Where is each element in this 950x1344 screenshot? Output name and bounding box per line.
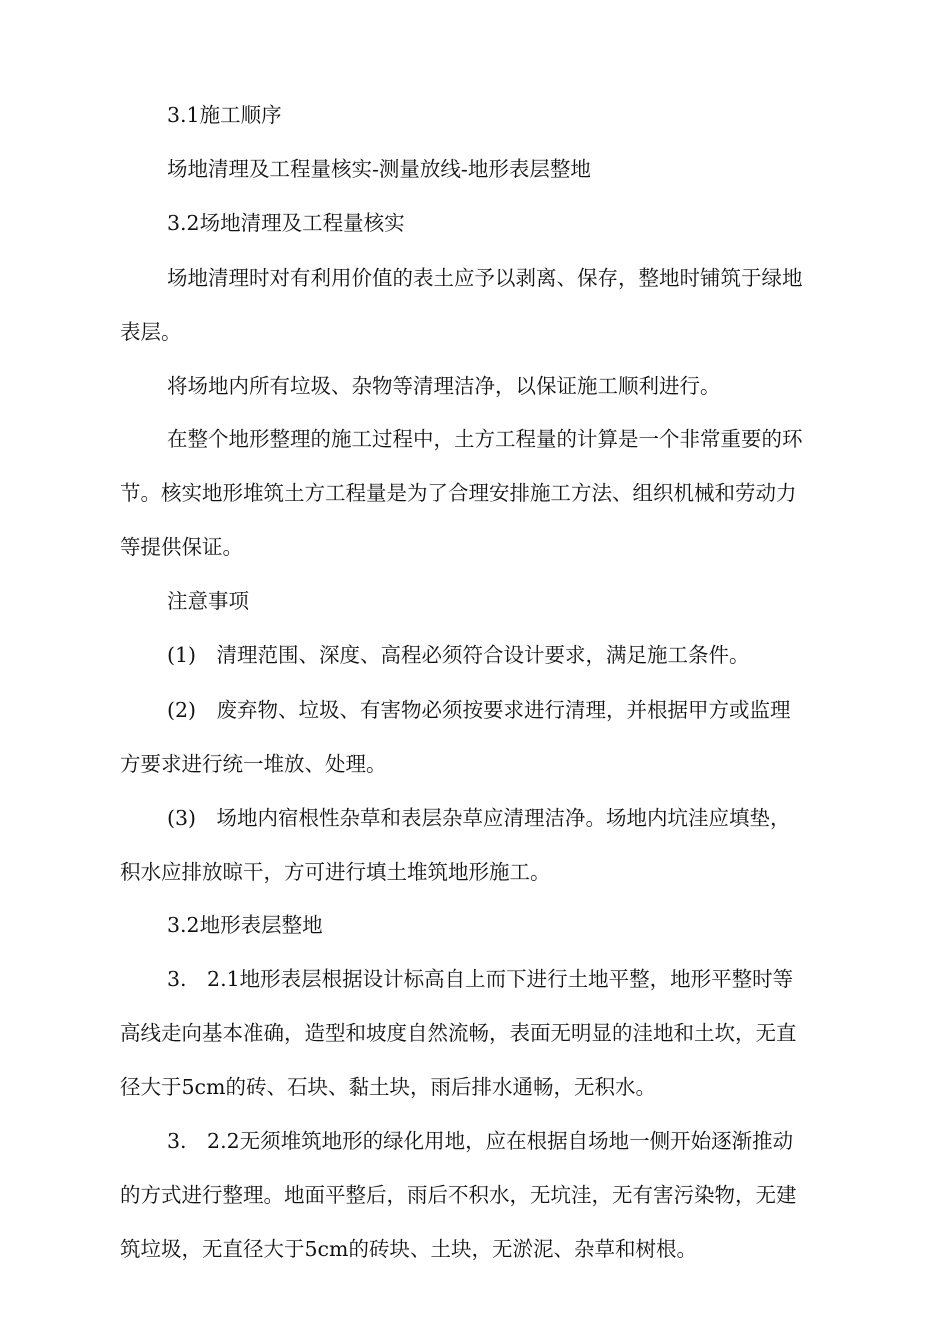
text-line: 方要求进行统一堆放、处理。 [120,752,387,776]
text-line: 场地清理及工程量核实-测量放线-地形表层整地 [167,157,591,181]
text-line: 3.2地形表层整地 [167,913,323,937]
section-heading-3-2 [120,196,838,250]
text-line: 表层。 [120,320,182,344]
text-line: 节。核实地形堆筑土方工程量是为了合理安排施工方法、组织机械和劳动力 [120,481,797,505]
section-heading-terrain [120,898,838,952]
text-line: 等提供保证。 [120,535,243,559]
garbage-cleanup-paragraph [120,359,838,413]
text-line: 3.2场地清理及工程量核实 [167,211,405,235]
construction-sequence-paragraph [120,142,838,196]
text-line: 高线走向基本准确，造型和坡度自然流畅，表面无明显的洼地和土坎，无直 [120,1021,797,1045]
text-line: 径大于5cm的砖、石块、黏土块，雨后排水通畅，无积水。 [120,1075,656,1099]
note-item-1 [120,628,838,682]
note-item-3 [120,791,838,899]
notes-heading [120,574,838,628]
text-line: 筑垃圾，无直径大于5cm的砖块、土块，无淤泥、杂草和树根。 [120,1237,697,1261]
text-line: 场地清理时对有利用价值的表土应予以剥离、保存，整地时铺筑于绿地 [167,266,803,290]
text-line: 3. 2.1地形表层根据设计标高自上而下进行土地平整，地形平整时等 [167,967,794,991]
green-land-grading-paragraph [120,1114,838,1276]
text-line: 积水应排放晾干，方可进行填土堆筑地形施工。 [120,860,551,884]
section-heading-3-1 [120,88,838,142]
text-line: (3) 场地内宿根性杂草和表层杂草应清理洁净。场地内坑洼应填垫， [167,806,791,830]
terrain-leveling-paragraph [120,952,838,1114]
text-line: (2) 废弃物、垃圾、有害物必须按要求进行清理，并根据甲方或监理 [167,698,791,722]
note-item-2 [120,683,838,791]
text-line: 3. 2.2无须堆筑地形的绿化用地，应在根据自场地一侧开始逐渐推动 [167,1129,794,1153]
text-line: (1) 清理范围、深度、高程必须符合设计要求，满足施工条件。 [167,643,750,667]
text-line: 的方式进行整理。地面平整后，雨后不积水，无坑洼，无有害污染物，无建 [120,1183,797,1207]
text-line: 在整个地形整理的施工过程中，土方工程量的计算是一个非常重要的环 [167,427,803,451]
text-line: 注意事项 [167,589,249,613]
text-line: 3.1施工顺序 [167,103,282,127]
text-line: 将场地内所有垃圾、杂物等清理洁净，以保证施工顺利进行。 [167,374,721,398]
topsoil-paragraph [120,251,838,359]
earthwork-calculation-paragraph [120,412,838,574]
